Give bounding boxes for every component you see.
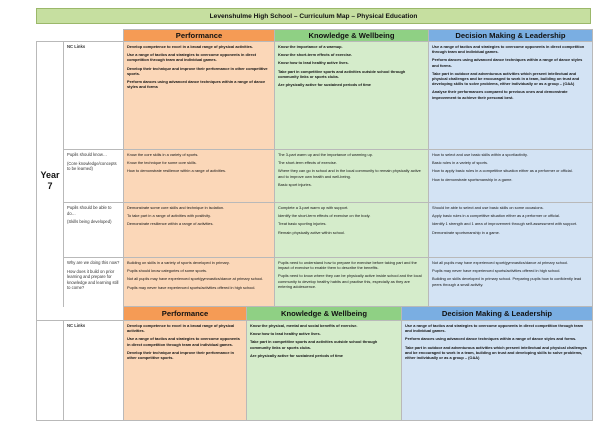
why-decision-cell: Not all pupils may have experienced sport/gymnastics/dance at primary school. Pupils may never have experienced sports/activities offered in high school. Building on skills developed in primary school. Preparing pupils how to confidently lead peers through a small activity.: [429, 258, 593, 321]
performance-header: Performance: [124, 307, 247, 321]
know-decision-cell: How to select and use basic skills within a sport/activity. Basic rules in a variety of sports. How to apply basic rules in a competitive situation either as a performer or official. How to demonstrate sportsmanship in a game.: [429, 150, 593, 203]
knowledge-header: Knowledge & Wellbeing: [275, 30, 429, 42]
decision-header: Decision Making & Leadership: [429, 30, 593, 42]
able-knowledge-cell: Complete a 3-part warm up with support. Identify the short-term effects of exercise on the body. Treat basic sporting injuries. Remain physically active within school.: [275, 203, 429, 258]
year-label-empty: [37, 321, 64, 421]
row-label-why-now: Why are we doing this now? How does it build on prior learning and prepare for knowledge and learning still to come?: [64, 258, 124, 321]
row-label-pupils-should-be-able: Pupils should be able to do… (Skills being developed): [64, 203, 124, 258]
why-knowledge-cell: Pupils need to understand how to prepare for exercise before taking part and the impact of exercise to enable them to describe the benefits. Pupils need to know where they can be physically active inside school and the local community to develop healthy habits and practise this, especially as they are entering adolescence.: [275, 258, 429, 321]
why-performance-cell: Building on skills in a variety of sports developed in primary. Pupils should know categories of some sports. Not all pupils may have experienced sport/gymnastics/dance at primary school. Pupils may never have experienced sports/activities offered in high school.: [124, 258, 275, 321]
know-knowledge-cell: The 3-part warm up and the importance of warming up. The short-term effects of exercise. Where they can go in school and in the local community to remain physically active and to improve own health and well-being. Basic sport injuries.: [275, 150, 429, 203]
nc-knowledge-cell: Know the importance of a warmup. Know the short-term effects of exercise. Know how to lead healthy active lives. Take part in competitive sports and activities outside school through community links or sports clubs. Are physically active for sustained periods of time: [275, 42, 429, 150]
knowledge-header: Knowledge & Wellbeing: [247, 307, 402, 321]
curriculum-table-year7: [36, 29, 593, 321]
row-label-pupils-should-know: Pupils should know… (Core knowledge/concepts to be learned): [64, 150, 124, 203]
nc-decision-cell: Use a range of tactics and strategies to overcome opponents in direct competition through team and individual games. Perform dances using advanced dance techniques within a range of dance styles and forms. Take part in outdoor and adventurous activities which present intellectual and physical challenges and be encouraged to work in a team, building on trust and developing skills to solve problems, either individually or as a group – (OAA) Analyse their performances compared to previous ones and demonstrate improvement to achieve their personal best.: [429, 42, 593, 150]
performance-header: Performance: [124, 30, 275, 42]
row-label-nc-links: NC Links: [64, 42, 124, 150]
header-spacer: [37, 307, 64, 321]
decision-header: Decision Making & Leadership: [402, 307, 593, 321]
nc2-knowledge-cell: Know the physical, mental and social benefits of exercise. Know how to lead healthy active lives. Take part in competitive sports and activities outside school through community links or sports clubs. Are physically active for sustained periods of time: [247, 321, 402, 421]
able-performance-cell: Demonstrate some core skills and technique in isolation. To take part in a range of activities with positivity. Demonstrate resilience within a range of activities.: [124, 203, 275, 258]
header-spacer: [37, 30, 64, 42]
year-label: Year 7: [37, 42, 64, 321]
header-spacer: [64, 307, 124, 321]
curriculum-table-continued: [36, 306, 593, 421]
header-spacer: [64, 30, 124, 42]
row-label-nc-links: NC Links: [64, 321, 124, 421]
nc-performance-cell: Develop competence to excel in a broad range of physical activities. Use a range of tactics and strategies to overcome opponents in direct competition through team and individual games. Develop their technique and improve their performance in other competitive sports. Perform dances using advanced dance techniques within a range of dance styles and forms: [124, 42, 275, 150]
nc2-decision-cell: Use a range of tactics and strategies to overcome opponents in direct competition through team and individual games. Perform dances using advanced dance techniques within a range of dance styles and forms. Take part in outdoor and adventurous activities which present intellectual and physical challenges and be encouraged to work in a team, building on trust and developing skills to solve problems, either individually or as a group – (OAA): [402, 321, 593, 421]
page-title: Levenshulme High School – Curriculum Map – Physical Education: [36, 8, 591, 24]
know-performance-cell: Know the core skills in a variety of sports. Know the technique for some core skills. How to demonstrate resilience within a range of activities.: [124, 150, 275, 203]
nc2-performance-cell: Develop competence to excel in a broad range of physical activities. Use a range of tactics and strategies to overcome opponents in direct competition through team and individual games. Develop their technique and improve their performance in other competitive sports.: [124, 321, 247, 421]
able-decision-cell: Should be able to select and use basic skills on some occasions. Apply basic rules in a competitive situation either as a performer or official. Identify 1 strength and 1 area of improvement through self-assessment with support. Demonstrate sportsmanship in a game.: [429, 203, 593, 258]
